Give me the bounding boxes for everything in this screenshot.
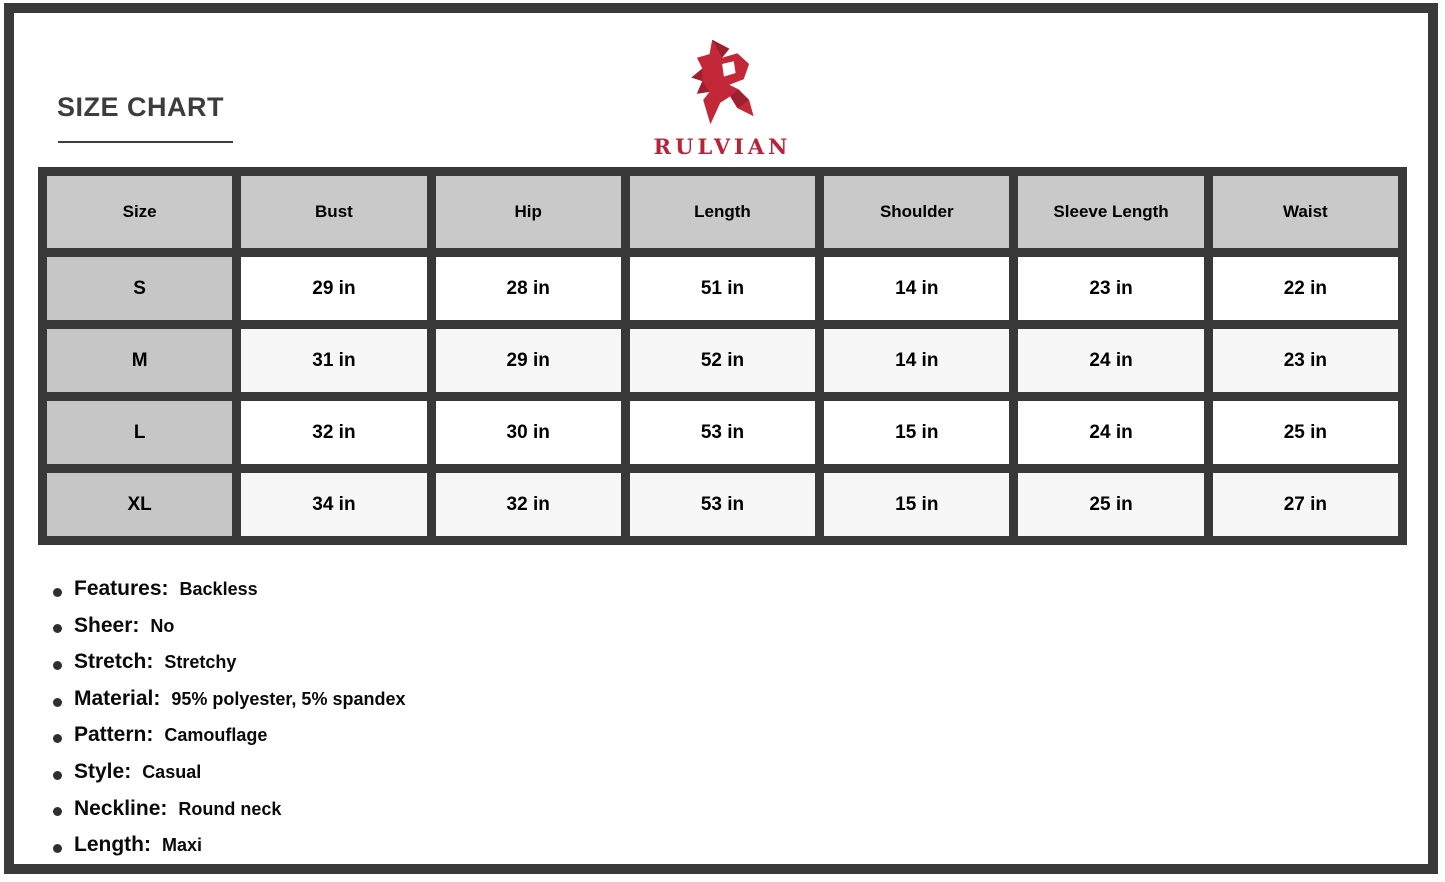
row-label-s: S [47,257,232,320]
detail-sheer [53,614,405,651]
detail-label: Material: [74,686,161,710]
bullet-icon [53,807,62,816]
column-header-shoulder: Shoulder [824,176,1009,248]
cell-xl-bust: 34 in [241,473,426,536]
cell-xl-hip: 32 in [436,473,621,536]
cell-m-sleeve-length: 24 in [1018,329,1203,392]
row-label-xl: XL [47,473,232,536]
cell-xl-waist: 27 in [1213,473,1398,536]
detail-value: Backless [179,579,258,599]
row-label-l: L [47,401,232,464]
detail-stretch [53,650,405,687]
cell-s-length: 51 in [630,257,815,320]
detail-features [53,577,405,614]
cell-l-sleeve-length: 24 in [1018,401,1203,464]
column-header-sleeve-length: Sleeve Length [1018,176,1203,248]
cell-l-hip: 30 in [436,401,621,464]
row-label-m: M [47,329,232,392]
detail-label: Stretch: [74,650,154,674]
detail-material [53,687,405,724]
detail-value: Casual [142,761,202,782]
column-header-bust: Bust [241,176,426,248]
bullet-icon [53,698,62,707]
bullet-icon [53,734,62,743]
detail-label: Features: [74,577,169,600]
bullet-icon [53,588,62,597]
cell-s-waist: 22 in [1213,257,1398,320]
cell-m-bust: 31 in [241,329,426,392]
detail-value: No [150,615,175,636]
detail-length [53,833,405,870]
page-title: SIZE CHART [57,92,224,122]
detail-pattern [53,723,405,760]
cell-xl-shoulder: 15 in [824,473,1009,536]
detail-label: Pattern: [74,723,154,747]
cell-l-length: 53 in [630,401,815,464]
column-header-length: Length [630,176,815,248]
brand-wordmark: RULVIAN [653,134,792,159]
detail-value: 95% polyester, 5% spandex [171,688,406,709]
detail-label: Style: [74,759,132,783]
cell-m-hip: 29 in [436,329,621,392]
cell-s-shoulder: 14 in [824,257,1009,320]
detail-value: Maxi [161,835,203,856]
cell-l-shoulder: 15 in [824,401,1009,464]
bullet-icon [53,624,62,633]
cell-l-waist: 25 in [1213,401,1398,464]
cell-s-hip: 28 in [436,257,621,320]
detail-label: Neckline: [74,796,168,820]
detail-label: Sheer: [74,613,140,637]
cell-l-bust: 32 in [241,401,426,464]
cell-s-sleeve-length: 23 in [1018,257,1203,320]
detail-value: Stretchy [164,652,237,673]
title-underline [58,141,233,143]
size-chart-table [38,167,1407,545]
column-header-waist: Waist [1213,176,1398,248]
cell-m-shoulder: 14 in [824,329,1009,392]
bullet-icon [53,844,62,853]
detail-label: Length: [74,833,151,857]
detail-neckline [53,797,405,834]
cell-xl-sleeve-length: 25 in [1018,473,1203,536]
detail-value: Round neck [178,798,282,819]
column-header-size: Size [47,176,232,248]
detail-style [53,760,405,797]
cell-xl-length: 53 in [630,473,815,536]
cell-m-length: 52 in [630,329,815,392]
column-header-hip: Hip [436,176,621,248]
detail-value: Camouflage [164,725,268,746]
cell-m-waist: 23 in [1213,329,1398,392]
bullet-icon [53,661,62,670]
cell-s-bust: 29 in [241,257,426,320]
product-details-list [53,577,405,870]
bullet-icon [53,771,62,780]
